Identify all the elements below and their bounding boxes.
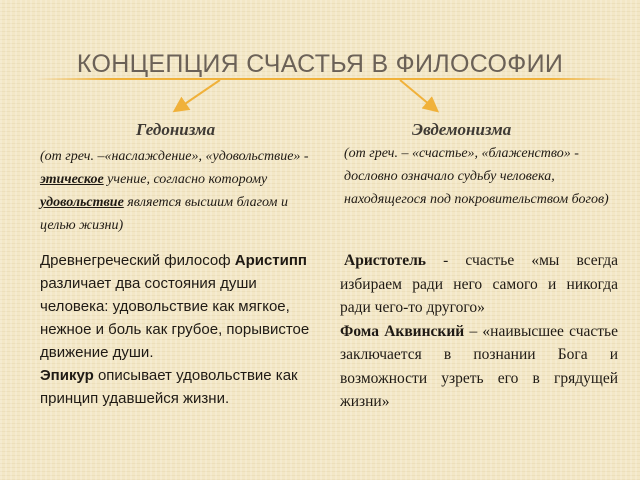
arrow-right — [400, 80, 436, 110]
philosopher-name: Аристипп — [234, 252, 307, 269]
heading-eudaimonism: Эвдемонизма — [412, 120, 512, 139]
hedonism-column — [40, 145, 318, 410]
eudaimonism-body — [340, 249, 618, 414]
page-title: КОНЦЕПЦИЯ СЧАСТЬЯ В ФИЛОСОФИИ — [76, 50, 564, 78]
heading-hedonism: Гедонизма — [136, 120, 216, 139]
etym-text: является высшим благом и целью жизни) — [40, 195, 288, 233]
hedonism-etymology — [40, 145, 318, 237]
body-text: – «наивысшее счастье заключается в познании Бога и возможности узреть его в грядущей жизни» — [340, 322, 618, 410]
etym-text: (от греч. –«наслаждение», «удовольствие» - — [40, 149, 309, 164]
body-text: - счастье «мы всегда избираем ради него самого и никогда ради чего-то другого» — [340, 252, 618, 316]
aristotle-paragraph — [340, 249, 618, 320]
eudaimonism-column — [340, 142, 618, 414]
eudaimonism-etymology: (от греч. – «счастье», «блаженство» - дословно означало судьбу человека, находящегося под покровительством богов) — [344, 146, 609, 207]
body-text: Древнегреческий философ — [40, 252, 235, 269]
philosopher-name: Эпикур — [40, 367, 94, 384]
hedonism-body — [40, 249, 318, 410]
aristippus-paragraph — [40, 249, 318, 364]
body-text: различает два состояния души человека: удовольствие как мягкое, нежное и боль как грубое, порывистое движение души. — [40, 275, 310, 361]
body-text: описывает удовольствие как принцип удавшейся жизни. — [40, 367, 298, 407]
philosopher-name: Аристотель — [344, 252, 426, 269]
philosopher-name: Фома Аквинский — [340, 322, 465, 340]
etym-text: учение, согласно которому — [103, 172, 268, 187]
arrow-left — [176, 80, 220, 110]
aquinas-paragraph — [340, 320, 618, 414]
etym-term-pleasure: удовольствие — [40, 195, 124, 210]
epicurus-paragraph — [40, 364, 318, 410]
etym-term-ethical: этическое — [40, 172, 104, 187]
